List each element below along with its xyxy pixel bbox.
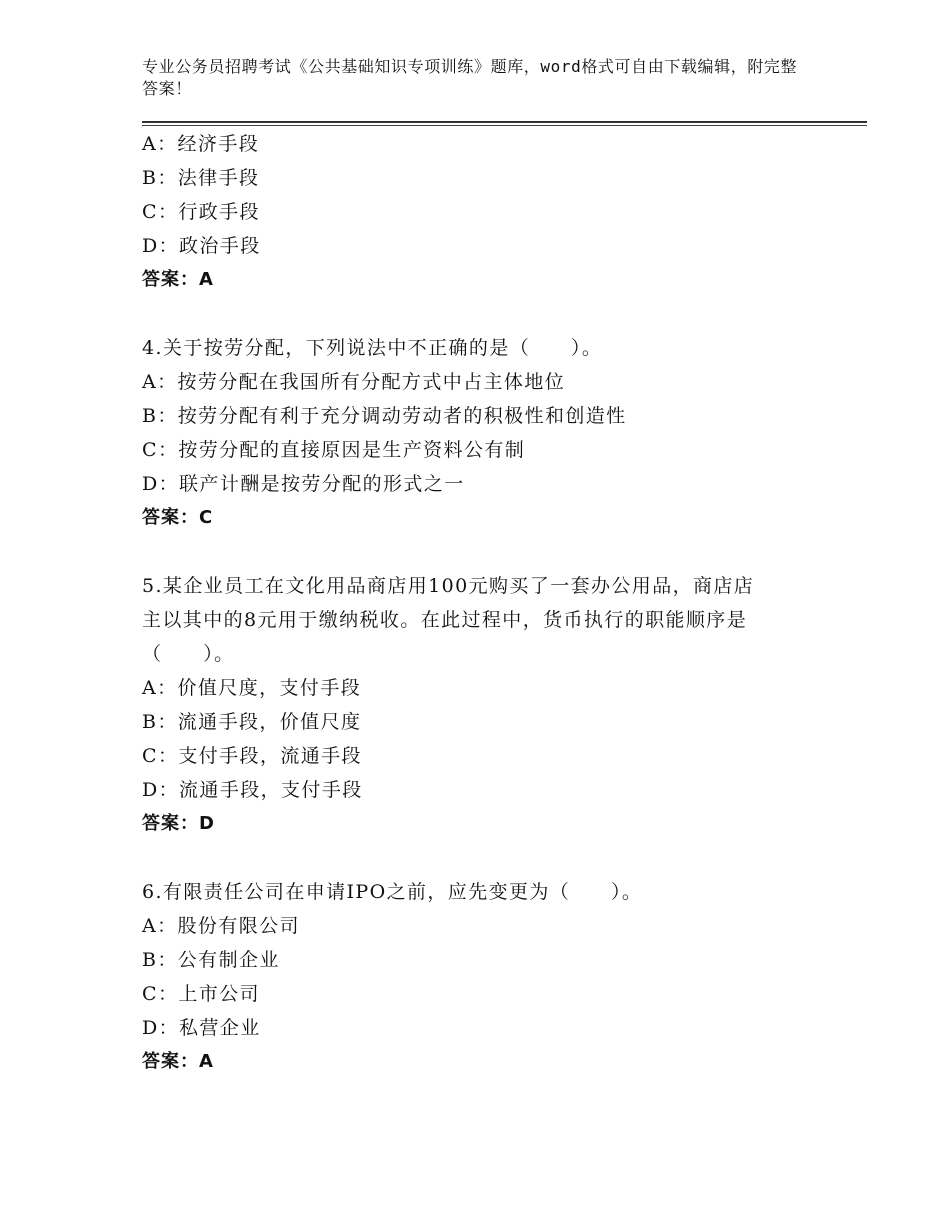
option-d: D：政治手段 xyxy=(142,235,261,257)
answer-label: 答案：A xyxy=(142,1051,214,1072)
option-b: B：流通手段，价值尺度 xyxy=(142,711,362,733)
option-c: C：行政手段 xyxy=(142,201,260,223)
document-header: 专业公务员招聘考试《公共基础知识专项训练》题库，word格式可自由下载编辑，附完整答案！ xyxy=(142,57,798,98)
question-list xyxy=(142,127,802,1079)
answer-label: 答案：D xyxy=(142,813,215,834)
option-c: C：上市公司 xyxy=(142,983,260,1005)
question-stem-line-2: 主以其中的8元用于缴纳税收。在此过程中，货币执行的职能顺序是 xyxy=(142,609,748,631)
option-c: C：按劳分配的直接原因是生产资料公有制 xyxy=(142,439,526,461)
question-block-6 xyxy=(142,875,802,1079)
question-stem-line-3: （ ）。 xyxy=(142,643,235,665)
answer-label: 答案：A xyxy=(142,269,214,290)
option-b: B：公有制企业 xyxy=(142,949,280,971)
option-d: D：流通手段，支付手段 xyxy=(142,779,363,801)
question-stem: 6.有限责任公司在申请IPO之前，应先变更为（ ）。 xyxy=(142,881,643,903)
spacer xyxy=(142,841,802,875)
option-c: C：支付手段，流通手段 xyxy=(142,745,362,767)
header-divider-thin xyxy=(142,125,867,126)
option-a: A：股份有限公司 xyxy=(142,915,300,937)
header-divider-thick xyxy=(142,121,867,123)
question-stem-line-1: 5.某企业员工在文化用品商店用100元购买了一套办公用品，商店店 xyxy=(142,575,755,597)
spacer xyxy=(142,535,802,569)
option-d: D：私营企业 xyxy=(142,1017,261,1039)
question-block-5 xyxy=(142,569,802,841)
spacer xyxy=(142,297,802,331)
question-stem: 4.关于按劳分配，下列说法中不正确的是（ ）。 xyxy=(142,337,603,359)
option-b: B：按劳分配有利于充分调动劳动者的积极性和创造性 xyxy=(142,405,627,427)
option-a: A：价值尺度，支付手段 xyxy=(142,677,362,699)
option-b: B：法律手段 xyxy=(142,167,260,189)
answer-label: 答案：C xyxy=(142,507,214,528)
option-a: A：经济手段 xyxy=(142,133,260,155)
option-d: D：联产计酬是按劳分配的形式之一 xyxy=(142,473,465,495)
question-block-3 xyxy=(142,127,802,297)
option-a: A：按劳分配在我国所有分配方式中占主体地位 xyxy=(142,371,566,393)
question-block-4 xyxy=(142,331,802,535)
